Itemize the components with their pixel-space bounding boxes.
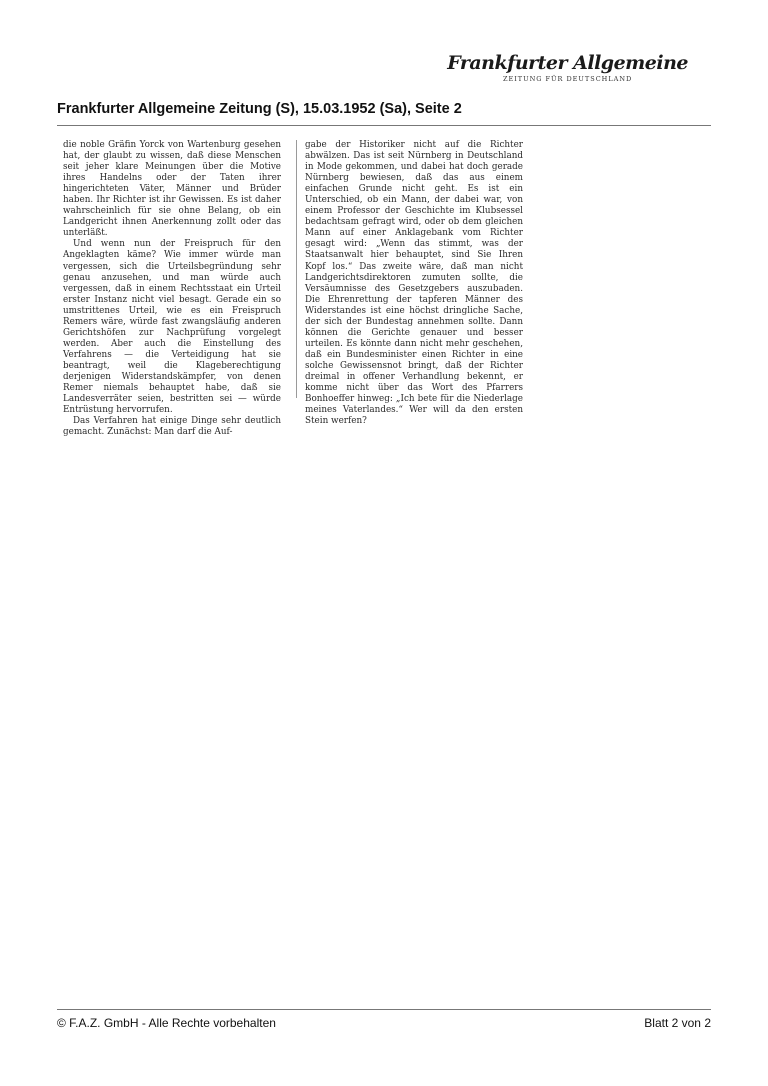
page-counter: Blatt 2 von 2 <box>644 1016 711 1030</box>
article-paragraph: die noble Gräfin Yorck von Wartenburg gesehen hat, der glaubt zu wissen, daß diese Menschen seit jeher klare Meinungen über die Motive ihres Handelns oder der Taten ihrer hingerichteten Väter, Männer und Brüder haben. Ihr Richter ist ihr Gewissen. Es ist daher wahrscheinlich für sie ohne Belang, ob ein Landgericht ihnen Anerkennung zollt oder das unterläßt. <box>63 140 281 239</box>
header-divider <box>57 125 711 126</box>
article-paragraph: gabe der Historiker nicht auf die Richter abwälzen. Das ist seit Nürnberg in Deutschland in Mode gekommen, und dabei hat doch gerade Nürnberg bewiesen, daß das aus einem einfachen Grunde nicht geht. Es ist ein Unterschied, ob ein Mann, der dabei war, von einem Professor der Geschichte im Klubsessel bedachtsam gefragt wird, oder ob dem gleichen Mann auf einer Anklagebank vom Richter gesagt wird: „Wenn das stimmt, was der Staatsanwalt hier behauptet, sind Sie Ihren Kopf los.“ Das zweite wäre, daß man nicht Landgerichtsdirektoren zumuten sollte, die Versäumnisse des Gesetzgebers auszubaden. Die Ehrenrettung der tapferen Männer des Widerstandes ist eine höchst dringliche Sache, der sich der Bundestag annehmen sollte. Dann können die Gerichte genauer und besser urteilen. Es könnte dann nicht mehr geschehen, daß ein Bundesminister einen Richter in eine solche Gewissensnot bringt, daß der Richter dreimal in offener Verhandlung bekennt, er komme nicht über das Wort des Pfarrers Bonhoeffer hinweg: „Ich bete für die Niederlage meines Vaterlandes.“ Wer will da den ersten Stein werfen? <box>305 140 523 427</box>
logo-subtitle: ZEITUNG FÜR DEUTSCHLAND <box>502 75 633 83</box>
masthead-logo <box>447 52 688 84</box>
column-divider <box>296 140 297 398</box>
footer-divider <box>57 1009 711 1010</box>
page-title: Frankfurter Allgemeine Zeitung (S), 15.03.1952 (Sa), Seite 2 <box>57 101 462 117</box>
article-column-right <box>305 140 523 427</box>
article-paragraph: Das Verfahren hat einige Dinge sehr deutlich gemacht. Zunächst: Man darf die Auf- <box>63 416 281 438</box>
article-paragraph: Und wenn nun der Freispruch für den Angeklagten käme? Wie immer würde man vergessen, sich die Urteilsbegründung sehr genau anzusehen, und man würde auch vergessen, daß in einem Rechtsstaat ein Urteil erster Instanz nicht viel besagt. Gerade ein so umstrittenes Urteil, wie es ein Freispruch Remers wäre, würde fast zwangsläufig anderen Gerichtshöfen zur Nachprüfung vorgelegt werden. Aber auch die Einstellung des Verfahrens — die Verteidigung hat sie beantragt, weil die Klageberechtigung derjenigen Widerstandskämpfer, von denen Remer niemals behauptet habe, daß sie Landesverräter seien, bestritten sei — würde Entrüstung hervorrufen. <box>63 239 281 416</box>
copyright-notice: © F.A.Z. GmbH - Alle Rechte vorbehalten <box>57 1016 276 1030</box>
logo-title: Frankfurter Allgemeine <box>447 52 688 74</box>
article-column-left <box>63 140 281 438</box>
